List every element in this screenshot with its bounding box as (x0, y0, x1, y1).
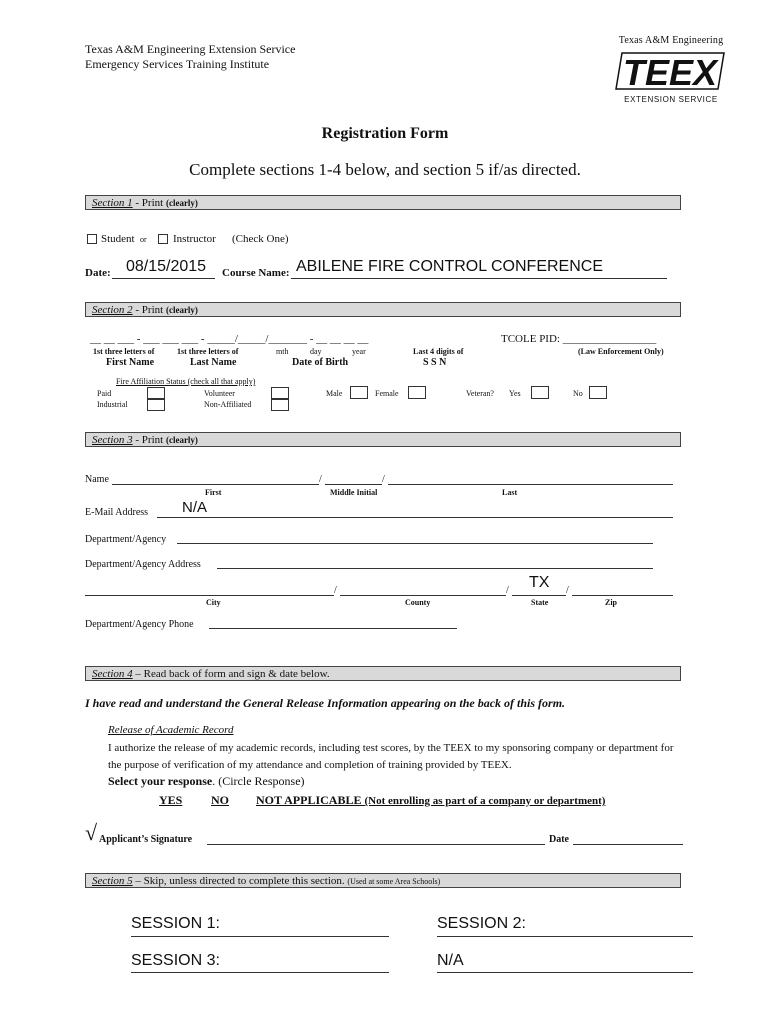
paid-label: Paid (97, 389, 112, 398)
org-line-1: Texas A&M Engineering Extension Service (85, 42, 296, 56)
session-4-line (437, 972, 693, 973)
id-entry-line[interactable]: __ __ ___ - ___ ___ ___ - _____/_____/_______ - __ __ __ __ (90, 333, 369, 345)
dept-address-label: Department/Agency Address (85, 559, 201, 570)
state-label: State (531, 598, 549, 607)
session-3-label: SESSION 3: (131, 952, 220, 969)
ssn-label: S S N (423, 357, 447, 368)
section-2-label: Section 2 (92, 304, 133, 316)
veteran-no-checkbox[interactable] (589, 386, 607, 399)
student-checkbox[interactable] (87, 234, 97, 244)
teex-logo-mark (614, 49, 728, 93)
section-3-label: Section 3 (92, 434, 133, 446)
city-label: City (206, 598, 221, 607)
dept-address-line[interactable] (217, 568, 653, 569)
male-label: Male (326, 389, 343, 398)
not-applicable-label: NOT APPLICABLE (256, 793, 362, 807)
sig-date-line[interactable] (573, 844, 683, 845)
no-option[interactable]: NO (211, 793, 229, 807)
last-label: Last (502, 488, 518, 497)
industrial-checkbox[interactable] (147, 399, 165, 411)
law-enforcement-label: (Law Enforcement Only) (578, 347, 664, 356)
page-subtitle: Complete sections 1-4 below, and section 5 if/as directed. (189, 160, 581, 179)
section-5-small: (Used at some Area Schools) (347, 877, 441, 886)
select-response-note: . (Circle Response) (212, 774, 305, 788)
state-field[interactable]: TX (529, 574, 550, 591)
phone-label: Department/Agency Phone (85, 619, 194, 630)
course-name-label: Course Name: (222, 267, 290, 279)
section-1-text: - Print (132, 197, 166, 209)
female-label: Female (375, 389, 399, 398)
select-response-bold: Select your response (108, 774, 213, 788)
instructor-checkbox[interactable] (158, 234, 168, 244)
name-sep-2: / (382, 474, 385, 485)
fire-affiliation-title: Fire Affiliation Status (check all that apply) (116, 377, 256, 386)
paid-checkbox[interactable] (147, 387, 165, 399)
addr-sep-2: / (506, 585, 509, 596)
session-4-field[interactable]: N/A (437, 952, 464, 969)
or-label: or (140, 235, 147, 244)
signature-label: Applicant’s Signature (99, 834, 193, 845)
not-applicable-note: (Not enrolling as part of a company or department) (364, 795, 606, 807)
check-one-label: (Check One) (232, 233, 289, 245)
email-line (157, 517, 673, 518)
addr-sep-1: / (334, 585, 337, 596)
session-2-label: SESSION 2: (437, 915, 526, 932)
date-line (112, 278, 215, 279)
non-affiliated-checkbox[interactable] (271, 399, 289, 411)
veteran-no-label: No (573, 389, 583, 398)
release-text: I authorize the release of my academic records, including test scores, by the TEEX to my sponsoring company or department for the purpose of verification of my attendance and completion of training provided by TEEX. (108, 742, 674, 771)
section-2-text: - Print (132, 304, 166, 316)
section-4-header (85, 666, 681, 681)
last-name-line[interactable] (388, 484, 673, 485)
addr-sep-3: / (566, 585, 569, 596)
name-label: Name (85, 474, 109, 485)
section-5-text: – Skip, unless directed to complete this section. (132, 875, 348, 887)
sig-date-label: Date (549, 834, 569, 845)
first-name-label: First Name (106, 357, 155, 368)
first-label: First (205, 488, 222, 497)
female-checkbox[interactable] (408, 386, 426, 399)
logo-bottom-text: EXTENSION SERVICE (624, 95, 718, 104)
date-field[interactable]: 08/15/2015 (126, 258, 207, 275)
section-4-label: Section 4 (92, 668, 133, 680)
state-line (512, 595, 566, 596)
tcole-pid-field[interactable]: TCOLE PID: _________________ (501, 333, 657, 345)
county-label: County (405, 598, 431, 607)
year-label: year (352, 347, 366, 356)
middle-initial-label: Middle Initial (330, 488, 378, 497)
male-checkbox[interactable] (350, 386, 368, 399)
section-4-text: – Read back of form and sign & date below. (132, 668, 330, 680)
page-title: Registration Form (321, 125, 449, 142)
middle-initial-line[interactable] (325, 484, 382, 485)
section-2-header (85, 302, 681, 317)
last-letters-label: 1st three letters of (177, 347, 239, 356)
first-name-line[interactable] (112, 484, 319, 485)
section-3-header (85, 432, 681, 447)
dept-line[interactable] (177, 543, 653, 544)
signature-line[interactable] (207, 844, 545, 845)
veteran-yes-checkbox[interactable] (531, 386, 549, 399)
phone-line[interactable] (209, 628, 457, 629)
session-1-line[interactable] (131, 936, 389, 937)
email-label: E-Mail Address (85, 507, 149, 518)
logo-mark-text: TEEX (622, 52, 718, 93)
veteran-label: Veteran? (466, 389, 494, 398)
zip-label: Zip (605, 598, 618, 607)
dob-label: Date of Birth (292, 357, 349, 368)
veteran-yes-label: Yes (509, 389, 521, 398)
org-line-2: Emergency Services Training Institute (85, 57, 270, 71)
logo-top-text: Texas A&M Engineering (618, 35, 724, 46)
release-title: Release of Academic Record (108, 724, 234, 736)
check-mark-icon: √ (85, 820, 98, 845)
session-1-label: SESSION 1: (131, 915, 220, 932)
section-5-header (85, 873, 681, 888)
city-line[interactable] (85, 595, 334, 596)
section-5-label: Section 5 (92, 875, 133, 887)
county-line[interactable] (340, 595, 506, 596)
instructor-label: Instructor (173, 233, 216, 245)
course-name-field[interactable]: ABILENE FIRE CONTROL CONFERENCE (296, 258, 604, 275)
session-2-line[interactable] (437, 936, 693, 937)
section-3-text: - Print (132, 434, 166, 446)
student-label: Student (101, 233, 135, 245)
dept-label: Department/Agency (85, 534, 167, 545)
section-1-label: Section 1 (92, 197, 133, 209)
not-applicable-option[interactable] (256, 793, 605, 808)
section-1-header (85, 195, 681, 210)
last4-label: Last 4 digits of (413, 347, 464, 356)
email-field[interactable]: N/A (182, 499, 208, 516)
mth-label: mth (276, 347, 289, 356)
industrial-label: Industrial (97, 400, 128, 409)
select-response (108, 774, 305, 789)
non-affiliated-label: Non-Affiliated (204, 400, 252, 409)
yes-option[interactable]: YES (159, 793, 183, 807)
session-3-line[interactable] (131, 972, 389, 973)
day-label: day (310, 347, 322, 356)
section-2-small: (clearly) (165, 305, 198, 315)
last-name-label: Last Name (190, 357, 237, 368)
section-1-small: (clearly) (165, 198, 198, 208)
zip-line[interactable] (572, 595, 673, 596)
section-3-small: (clearly) (165, 435, 198, 445)
teex-logo (596, 35, 746, 105)
release-statement: I have read and understand the General Release Information appearing on the back of this form. (85, 696, 566, 710)
volunteer-checkbox[interactable] (271, 387, 289, 399)
date-label: Date: (85, 267, 111, 279)
first-letters-label: 1st three letters of (93, 347, 155, 356)
name-sep-1: / (319, 474, 322, 485)
volunteer-label: Volunteer (204, 389, 235, 398)
course-name-line (291, 278, 667, 279)
